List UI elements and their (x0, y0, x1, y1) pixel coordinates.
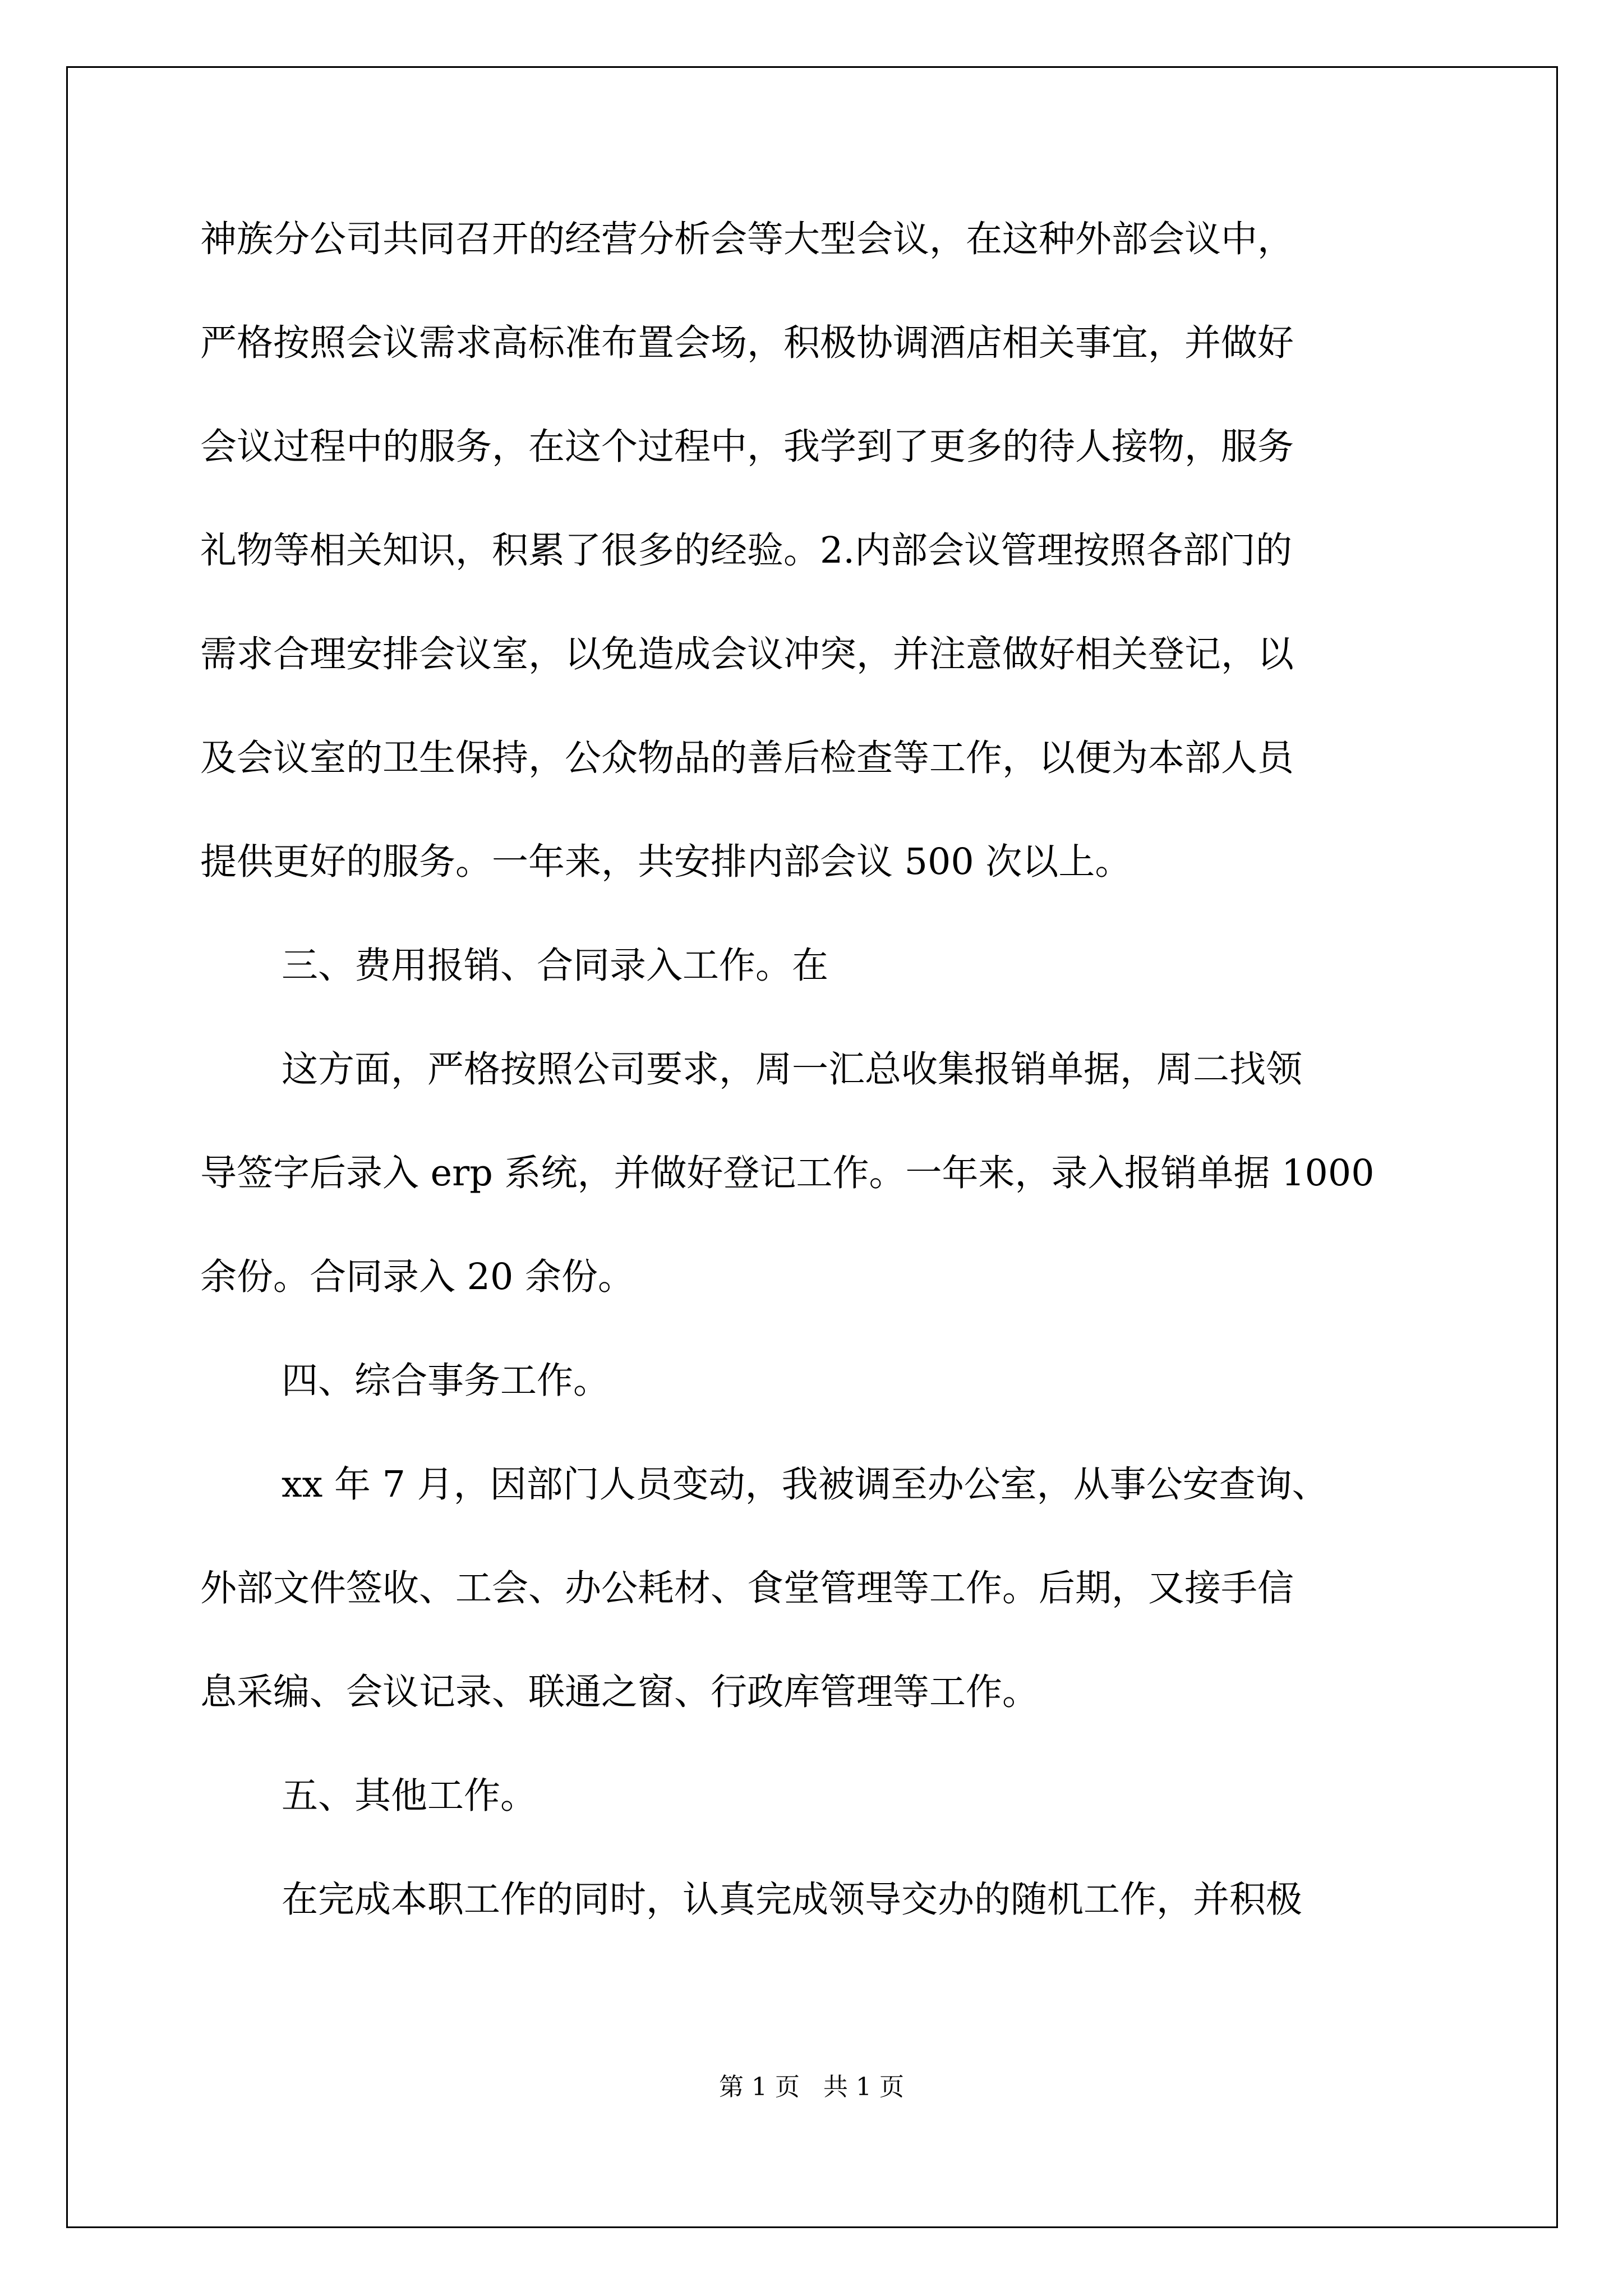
body-line: 严格按照会议需求高标准布置会场，积极协调酒店相关事宜，并做好 (200, 322, 1294, 364)
body-line: 需求合理安排会议室，以免造成会议冲突，并注意做好相关登记，以 (200, 633, 1294, 675)
body-line: 导签字后录入 erp 系统，并做好登记工作。一年来，录入报销单据 1000 (200, 1152, 1375, 1194)
body-line: 提供更好的服务。一年来，共安排内部会议 500 次以上。 (200, 841, 1132, 883)
body-line: 息采编、会议记录、联通之窗、行政库管理等工作。 (200, 1671, 1039, 1713)
body-line: 在完成本职工作的同时，认真完成领导交办的随机工作，并积极 (282, 1879, 1303, 1921)
body-line: xx 年 7 月，因部门人员变动，我被调至办公室，从事公安查询、 (282, 1464, 1329, 1506)
body-line: 及会议室的卫生保持，公众物品的善后检查等工作，以便为本部人员 (200, 737, 1294, 779)
body-line: 礼物等相关知识，积累了很多的经验。2.内部会议管理按照各部门的 (200, 530, 1293, 572)
body-line: 会议过程中的服务，在这个过程中，我学到了更多的待人接物，服务 (200, 426, 1294, 468)
section-heading: 五、其他工作。 (282, 1775, 537, 1817)
body-line: 余份。合同录入 20 余份。 (200, 1256, 635, 1298)
section-heading: 三、费用报销、合同录入工作。在 (282, 945, 829, 987)
page-number-footer: 第 1 页 共 1 页 (719, 2073, 904, 2101)
body-line: 神族分公司共同召开的经营分析会等大型会议，在这种外部会议中， (200, 218, 1294, 260)
body-line: 外部文件签收、工会、办公耗材、食堂管理等工作。后期，又接手信 (200, 1567, 1294, 1609)
body-line: 这方面，严格按照公司要求，周一汇总收集报销单据，周二找领 (282, 1048, 1303, 1091)
section-heading: 四、综合事务工作。 (282, 1360, 610, 1402)
